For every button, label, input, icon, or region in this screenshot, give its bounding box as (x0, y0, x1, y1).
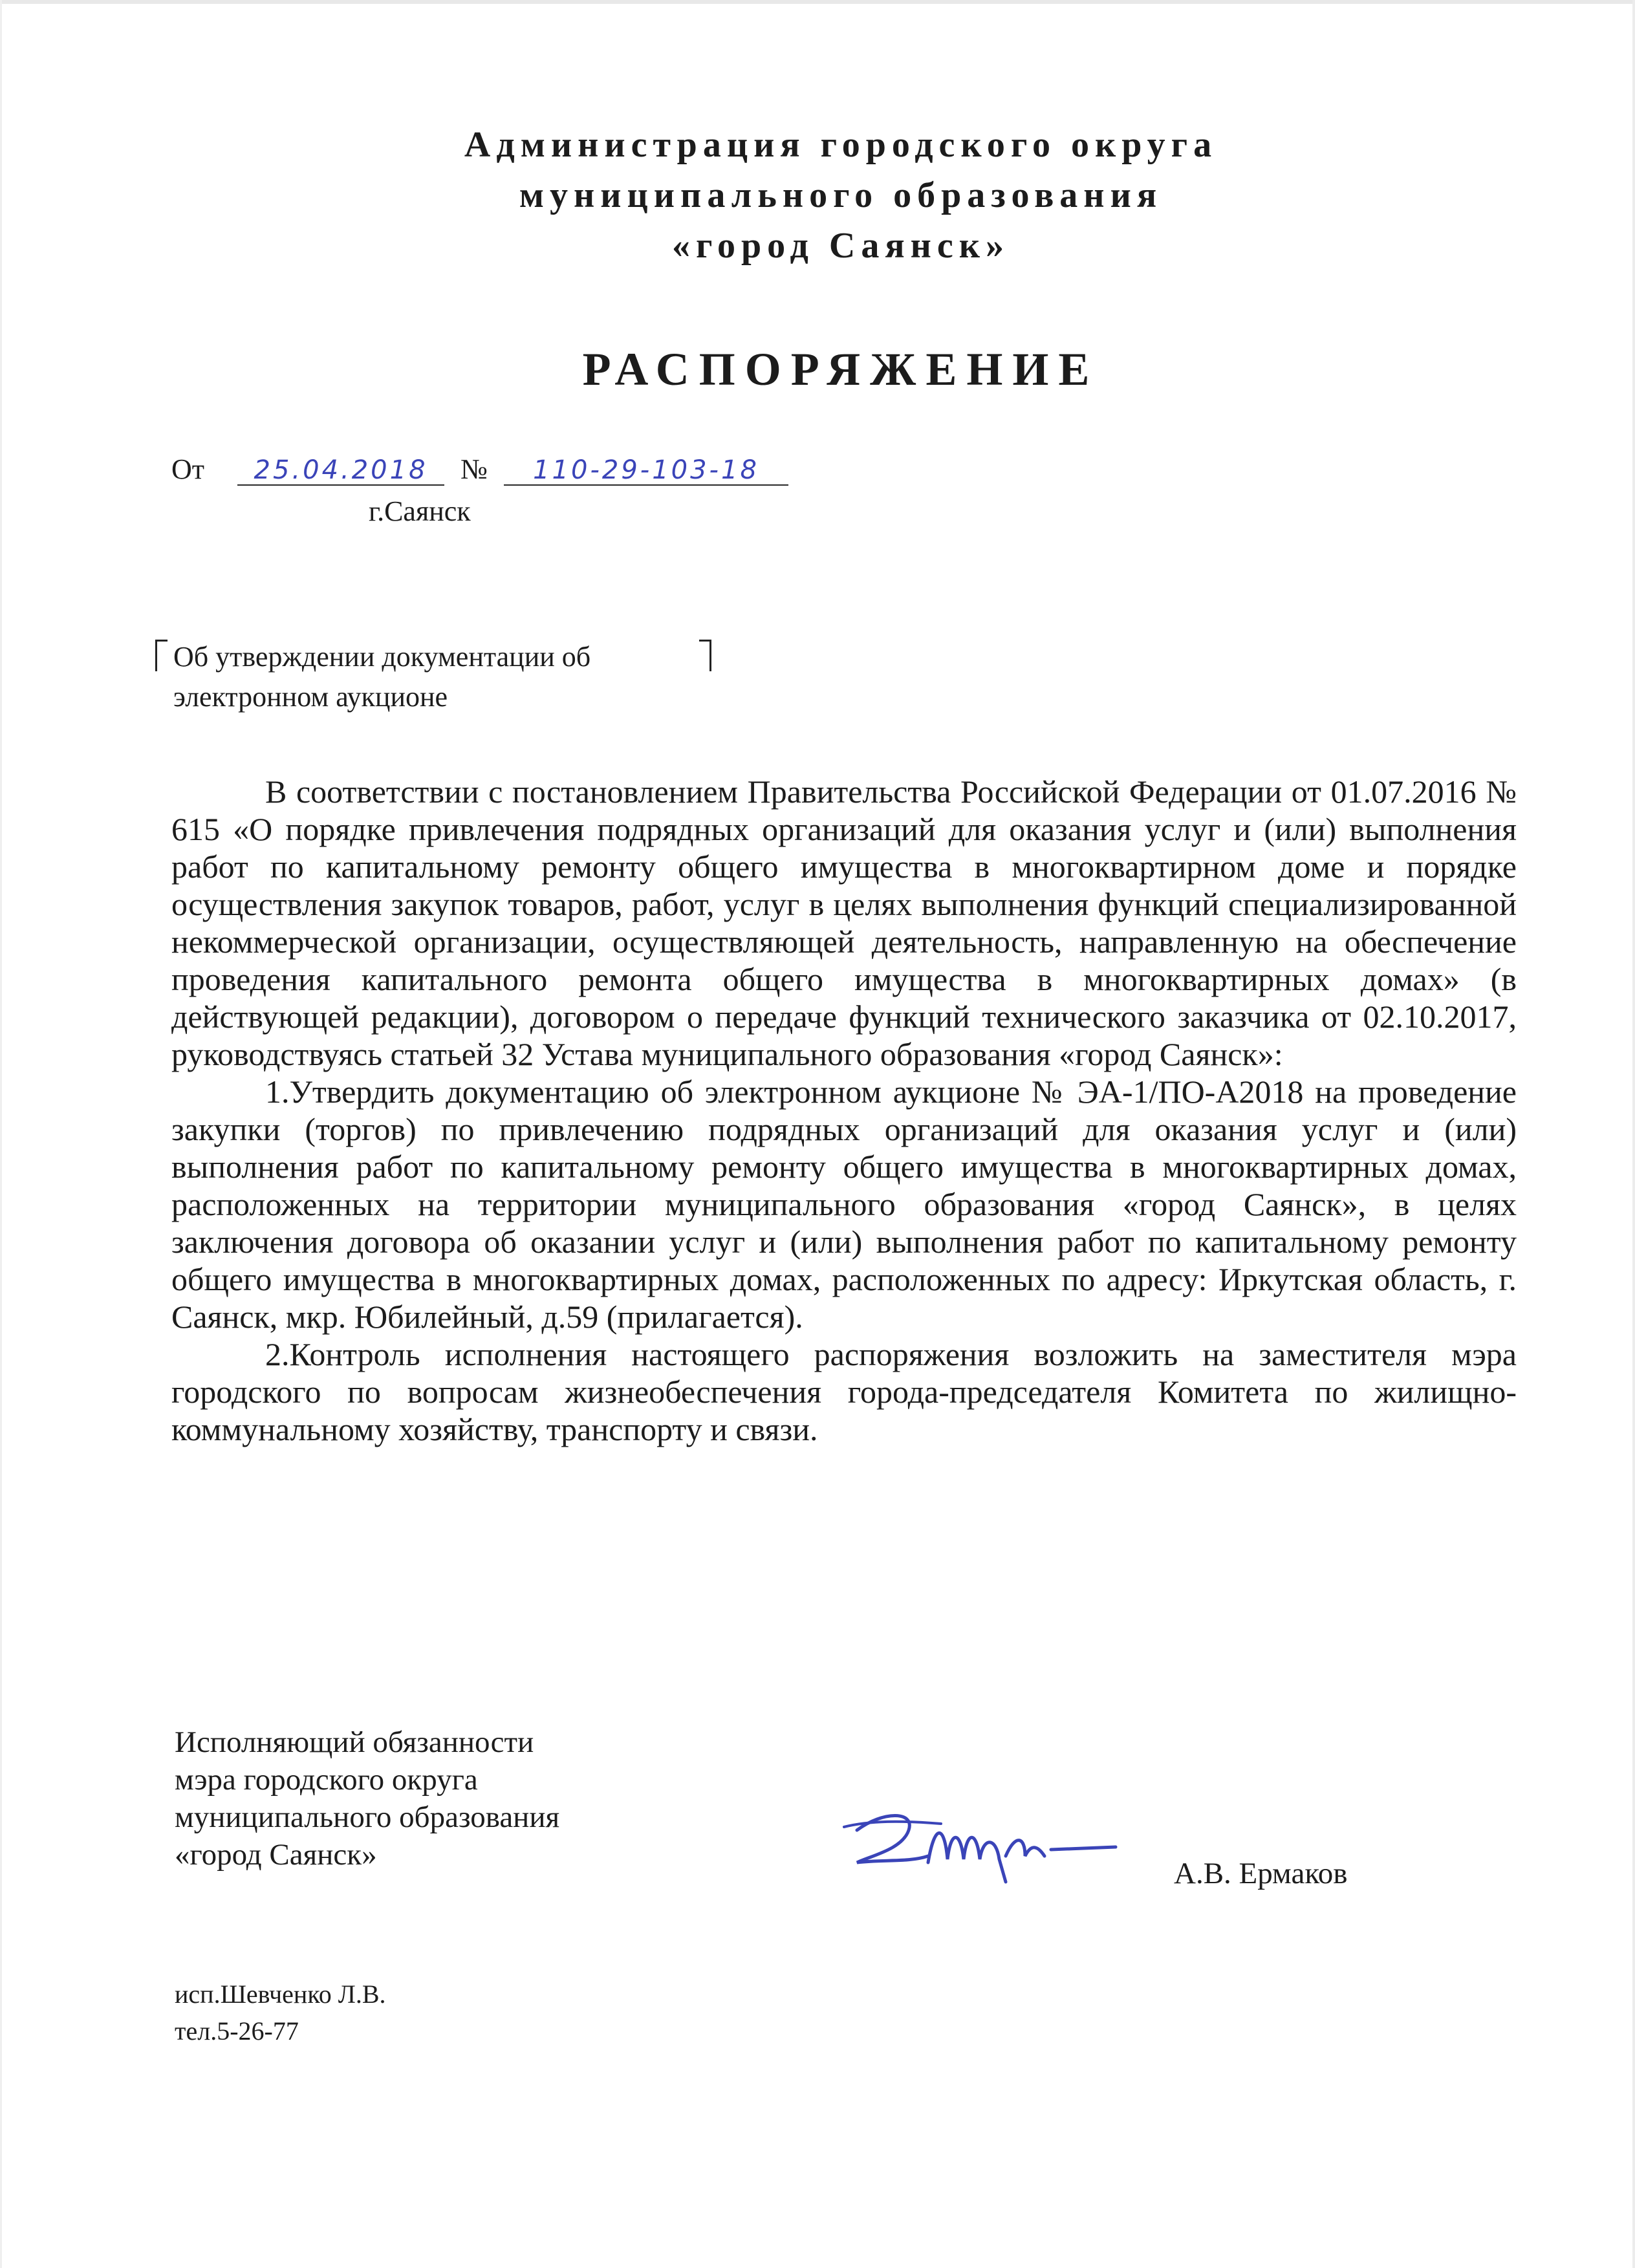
document-title: РАСПОРЯЖЕНИЕ (582, 343, 1099, 395)
handwritten-number: 110-29-103-18 (504, 456, 788, 486)
preamble-paragraph: В соответствии с постановлением Правительства Российской Федерации от 01.07.2016 № 615 «О порядке привлечения подрядных организаций для оказания услуг и (или) выполнения работ по капитальному ремонту общего имущества в многоквартирном доме и порядке осуществления закупок товаров, работ, услуг в целях выполнения функций специализированной некоммерческой организации, осуществляющей деятельность, направленную на обеспечение проведения капитального ремонта общего имущества в многоквартирных домах» (в действующей редакции), договором о передаче функций технического заказчика от 02.10.2017, руководствуясь статьей 32 Устава муниципального образования «город Саянск»: (171, 773, 1517, 1072)
number-label: № (460, 453, 488, 485)
handwritten-date: 25.04.2018 (237, 456, 444, 486)
order-body (171, 773, 1517, 1448)
scan-edge-right (1632, 0, 1635, 2268)
signatory-position (175, 1723, 559, 1874)
letterhead-line-3: «город Саянск» (671, 226, 1010, 266)
signatory-line-1: Исполняющий обязанности (175, 1725, 534, 1759)
from-label: От (171, 453, 205, 485)
handwritten-signature (831, 1785, 1129, 1901)
letterhead (0, 120, 1635, 271)
order-item-2: 2.Контроль исполнения настоящего распоряжения возложить на заместителя мэра городского по вопросам жизнеобеспечения города-председателя Комитета по жилищно-коммунальному хозяйству, транспорту и связи. (171, 1336, 1517, 1447)
scan-edge-top (0, 0, 1635, 4)
city: г.Саянск (369, 495, 471, 527)
executor-phone: тел.5-26-77 (175, 2016, 299, 2046)
letterhead-line-1: Администрация городского округа (464, 125, 1218, 165)
signatory-line-3: муниципального образования (175, 1800, 560, 1834)
signer-name: А.В. Ермаков (1174, 1857, 1348, 1890)
order-item-1: 1.Утвердить документацию об электронном аукционе № ЭА-1/ПО-А2018 на проведение закупки (торгов) по привлечению подрядных организаций для оказания услуг и (или) выполнения работ по капитальному ремонту общего имущества в многоквартирных домах, расположенных на территории муниципального образования «город Саянск», в целях заключения договора об оказании услуг и (или) выполнения работ по капитальному ремонту общего имущества в многоквартирных домах, расположенных по адресу: Иркутская область, г. Саянск, мкр. Юбилейный, д.59 (прилагается). (171, 1074, 1517, 1335)
signatory-line-2: мэра городского округа (175, 1763, 478, 1797)
subject-line-1: Об утверждении документации об (173, 641, 591, 673)
executor-block (175, 1976, 386, 2049)
subject-bracket-left (155, 640, 168, 671)
signatory-line-4: «город Саянск» (175, 1838, 377, 1872)
letterhead-line-2: муниципального образования (519, 175, 1163, 215)
executor-name: исп.Шевченко Л.В. (175, 1980, 386, 2009)
subject-block (155, 637, 724, 717)
date-number-row (171, 453, 788, 486)
scan-edge-left (0, 0, 2, 2268)
subject-line-2: электронном аукционе (173, 681, 448, 713)
subject-bracket-right (699, 640, 711, 671)
